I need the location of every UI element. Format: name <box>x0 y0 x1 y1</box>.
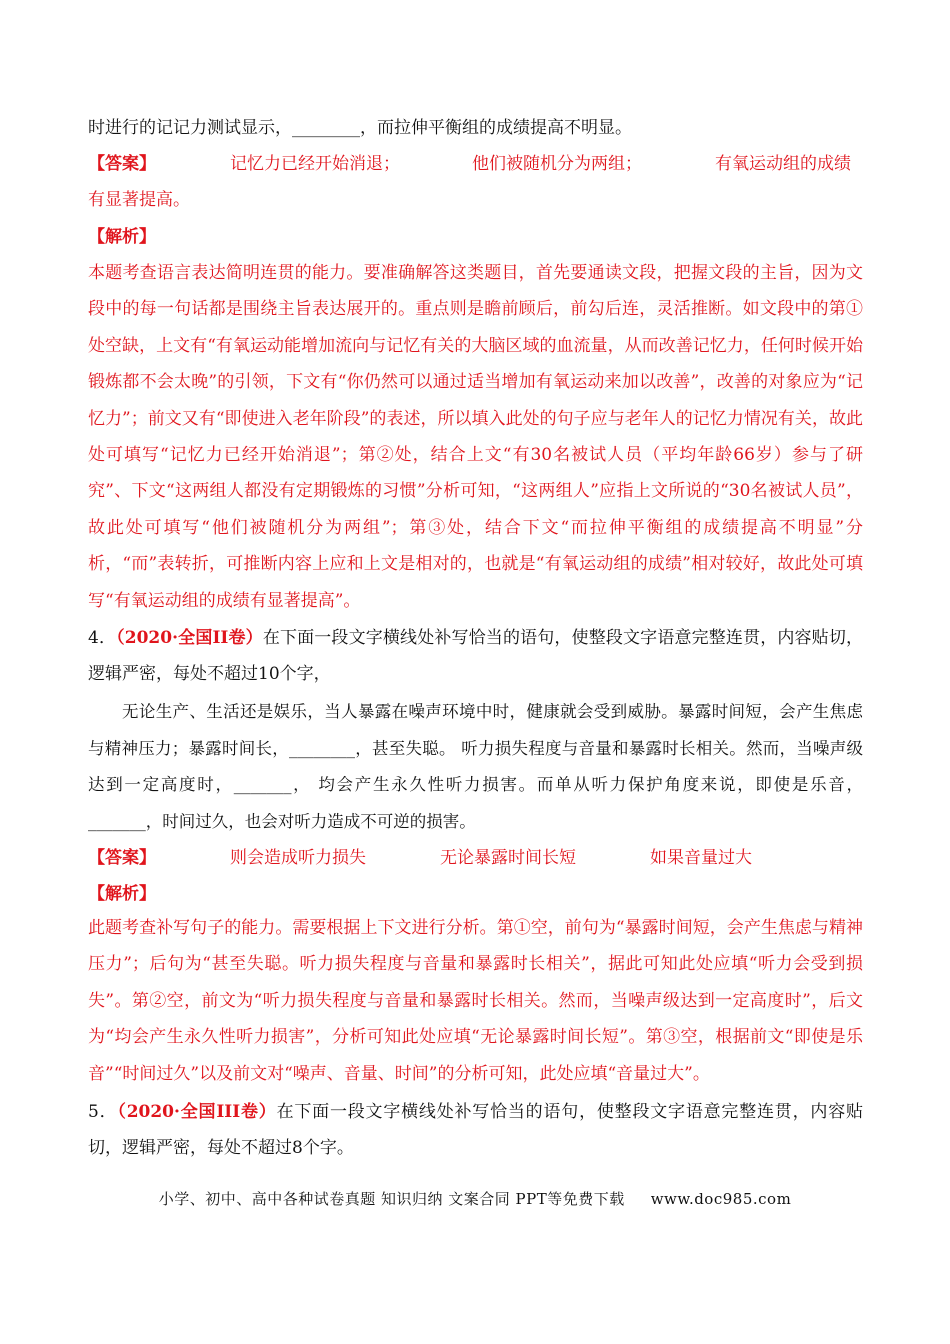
q3-answer-2: 他们被随机分为两组； <box>472 154 642 174</box>
q4-answer-3: 如果音量过大 <box>650 848 752 868</box>
q4-passage: 无论生产、生活还是娱乐，当人暴露在噪声环境中时，健康就会受到威胁。暴露时间短，会产生焦虑与精神压力；暴露时间长，________，甚至失聪。 听力损失程度与音量和暴露时长相关。然而，当噪声级达到一定高度时，_______， 均会产生永久性听力损害。而单从听力保护角度来说，即使是乐音，_______，时间过久，也会对听力造成不可逆的损害。 <box>88 702 863 831</box>
q3-answer-row <box>88 146 863 182</box>
q4-answer-row <box>88 840 863 876</box>
question-4 <box>88 620 863 693</box>
q4-source: （2020·全国II卷） <box>116 628 263 648</box>
q4-answer-1: 则会造成听力损失 <box>230 848 366 868</box>
q5-prompt: 在下面一段文字横线处补写恰当的语句，使整段文字语意完整连贯，内容贴切，逻辑严密，每处不超过8个字。 <box>88 1102 863 1159</box>
q4-analysis-label: 【解析】 <box>88 884 156 904</box>
q3-answer-tail: 有显著提高。 <box>88 190 190 210</box>
q3-answer-1: 记忆力已经开始消退； <box>230 154 400 174</box>
q4-answer-2: 无论暴露时间长短 <box>440 848 576 868</box>
q4-prompt: 在下面一段文字横线处补写恰当的语句，使整段文字语意完整连贯，内容贴切，逻辑严密，每处不超过10个字， <box>88 628 863 685</box>
q4-number: 4． <box>88 628 117 648</box>
q3-answer-3: 有氧运动组的成绩 <box>715 154 851 174</box>
q3-analysis: 本题考查语言表达简明连贯的能力。要准确解答这类题目，首先要通读文段，把握文段的主旨，因为文段中的每一句话都是围绕主旨表达展开的。重点则是瞻前顾后，前勾后连，灵活推断。如文段中的第①处空缺，上文有“有氧运动能增加流向与记忆有关的大脑区域的血流量，从而改善记忆力，任何时候开始锻炼都不会太晚”的引领，下文有“你仍然可以通过适当增加有氧运动来加以改善”，改善的对象应为“记忆力”；前文又有“即使进入老年阶段”的表述，所以填入此处的句子应与老年人的记忆力情况有关，故此处可填写“记忆力已经开始消退”；第②处，结合上文“有30名被试人员（平均年龄66岁）参与了研究”、下文“这两组人都没有定期锻炼的习惯”分析可知，“这两组人”应指上文所说的“30名被试人员”，故此处可填写“他们被随机分为两组”；第③处，结合下文“而拉伸平衡组的成绩提高不明显”分析，“而”表转折，可推断内容上应和上文是相对的，也就是“有氧运动组的成绩”相对较好，故此处可填写“有氧运动组的成绩有显著提高”。 <box>88 263 863 611</box>
q3-answer-label: 【答案】 <box>88 154 156 174</box>
q4-analysis: 此题考查补写句子的能力。需要根据上下文进行分析。第①空，前句为“暴露时间短，会产生焦虑与精神压力”；后句为“甚至失聪。听力损失程度与音量和暴露时长相关”，据此可知此处应填“听力会受到损失”。第②空，前文为“听力损失程度与音量和暴露时长相关。然而，当噪声级达到一定高度时”，后文为“均会产生永久性听力损害”，分析可知此处应填“无论暴露时间长短”。第③空，根据前文“即使是乐音”“时间过久”以及前文对“噪声、音量、时间”的分析可知，此处应填“音量过大”。 <box>88 918 863 1084</box>
question-3-continuation: 时进行的记记力测试显示，________，而拉伸平衡组的成绩提高不明显。 <box>88 118 632 138</box>
footer-url[interactable]: www.doc985.com <box>650 1190 792 1208</box>
q3-analysis-label: 【解析】 <box>88 227 156 247</box>
q5-source: （2020·全国III卷） <box>117 1102 277 1122</box>
page-footer <box>0 1188 950 1209</box>
q4-answer-label: 【答案】 <box>88 848 156 868</box>
q5-number: 5． <box>88 1102 118 1122</box>
footer-text: 小学、初中、高中各种试卷真题 知识归纳 文案合同 PPT等免费下载 <box>158 1190 625 1208</box>
question-5 <box>88 1094 863 1167</box>
